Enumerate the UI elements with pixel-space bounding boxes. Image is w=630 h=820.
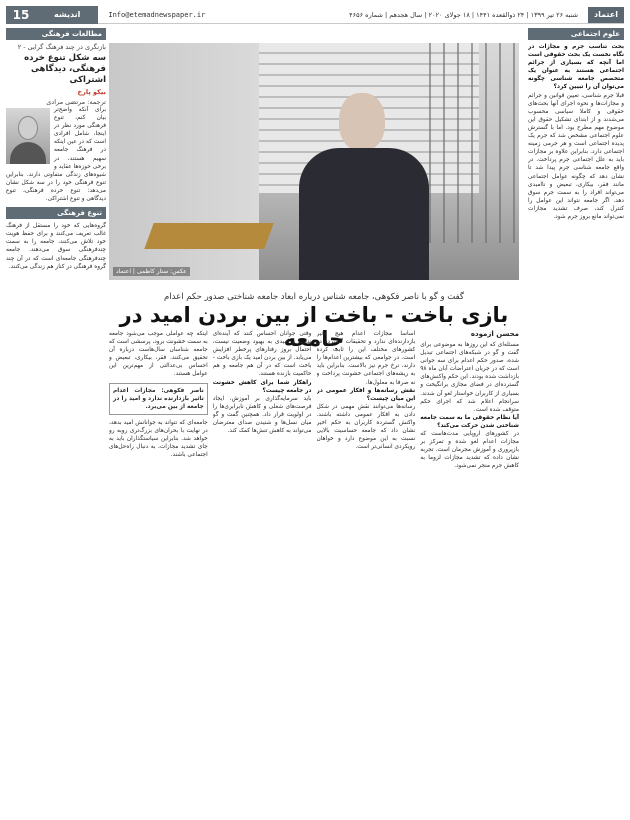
portrait-shoulders xyxy=(10,142,46,164)
left-column xyxy=(6,28,106,814)
col1-question: آیا نظام حقوقی ما به سمت جامعه شناختی شدن حرکت می‌کند؟ xyxy=(420,414,519,429)
col4-text: اینکه چه عواملی موجب می‌شود جامعه به سمت خشونت برود، پرسشی است که جامعه شناسان سال‌هاست درباره آن تحقیق می‌کنند. فقر، بیکاری، تبعیض و احساس بی‌عدالتی از مهم‌ترین این عوامل هستند. xyxy=(109,331,208,378)
col1-text: مسئله‌ای که این روزها به موضوعی برای گفت و گو در شبکه‌های اجتماعی تبدیل شده، صدور حکم اعدام برای سه جوانی است که در جریان اعتراضات آبان ماه ۹۸ بازداشت شده بودند. این حکم واکنش‌های گسترده‌ای در فضای مجازی برانگیخت و بسیاری از کاربران خواستار لغو آن شدند. سرانجام اعلام شد که اجرای حکم متوقف شده است. xyxy=(420,342,519,413)
left-sub-label: تنوع فرهنگی xyxy=(6,207,106,219)
lead-photo xyxy=(109,43,519,280)
left-title: سه شکل تنوع خرده فرهنگی، دیدگاهی اشتراکی xyxy=(24,53,106,85)
issue-line: شنبه ۲۶ تیر ۱۳۹۹ | ۲۴ ذوالقعده ۱۴۴۱ | ۱۸ جولای ۲۰۲۰ | سال هجدهم | شماره ۴۶۵۶ xyxy=(349,10,578,19)
article-column-1 xyxy=(420,330,519,814)
left-column-label: مطالعات فرهنگی xyxy=(6,28,106,40)
masthead xyxy=(6,6,624,24)
left-body: برای آنکه واضح‌تر بیان کنم، تنوع فرهنگی مورد نظر در اینجا، شامل افرادی است که در عین اینکه در فرهنگ جامعه سهیم هستند، در برخی حوزه‌ها عقاید و شیوه‌های زندگی متفاوتی دارند. بنابراین تنوع فرهنگی خود را در سه شکل نشان می‌دهد: تنوع خرده فرهنگی، تنوع دیدگاهی و تنوع اشتراکی. xyxy=(6,107,106,203)
col2-text-b: رسانه‌ها می‌توانند نقش مهمی در شکل دادن به افکار عمومی داشته باشند. واکنش گسترده کاربران به حکم اخیر نشان داد که جامعه حساسیت بالایی نسبت به این موضوع دارد و خواهان رویکردی انسانی‌تر است. xyxy=(316,403,416,451)
article-column-3 xyxy=(213,330,312,814)
photo-railing xyxy=(429,43,519,243)
photo-subject xyxy=(299,93,429,280)
right-column-body: قبلا جرم شناسی، تعیین قوانین و جرائم و مجازات‌ها و نحوه اجرای آنها بحث‌های حقوقی و کاملا سیاسی محسوب می‌شدند و از ابتدای تشکیل حقوق این موضوع مهم مطرح بود. اما با گسترش علوم اجتماعی مشخص شد که جرم یک پدیده اجتماعی است و هر جرمی زمینه اجتماعی دارد. بنابراین علاوه بر مجازات باید به علل اجتماعی جرم پرداخت. در واقع جامعه شناسی جرم پیدا شد تا نشان دهد که چگونه عوامل اجتماعی مانند فقر، بیکاری، تبعیض و ناامیدی می‌تواند افراد را به سمت جرم سوق دهد. اگر جامعه نتواند این عوامل را کنترل کند، صرف تشدید مجازات نمی‌تواند مانع بروز جرم شود. xyxy=(528,92,624,220)
headline-kicker: گفت و گو با ناصر فکوهی، جامعه شناس درباره ابعاد جامعه شناختی صدور حکم اعدام xyxy=(164,292,464,302)
subject-body xyxy=(299,148,429,280)
author-portrait xyxy=(6,108,50,164)
article-column-2 xyxy=(317,330,416,814)
pull-quote: ناصر فکوهی: مجازات اعدام تاثیر بازدارنده ندارد و امید را در جامعه از بین می‌برد. xyxy=(109,383,208,415)
col2-text: اساسا مجازات اعدام هیچ تاثیر بازدارنده‌ای ندارد و تحقیقات گسترده در کشورهای مختلف این را ثابت کرده است. در جوامعی که بیشترین اعدام‌ها را دارند، نرخ جرم نیز بالاست. بنابراین باید به ریشه‌های اجتماعی خشونت پرداخت و نه صرفا به معلول‌ها. xyxy=(316,331,416,386)
col3-text-b: باید سرمایه‌گذاری بر آموزش، ایجاد فرصت‌های شغلی و کاهش نابرابری‌ها را در اولویت قرار داد. همچنین گفت و گو میان نسل‌ها و شنیدن صدای معترضان می‌تواند به کاهش تنش‌ها کمک کند. xyxy=(212,395,312,435)
right-column-label: علوم اجتماعی xyxy=(528,28,624,40)
col3-text: وقتی جوانان احساس کنند که آینده‌ای ندارند و امیدی به بهبود وضعیت نیست، احتمال بروز رفتارهای پرخطر افزایش می‌یابد. از بین بردن امید یک بازی باخت - باخت است که در آن هم جامعه و هم حاکمیت بازنده هستند. xyxy=(212,331,312,378)
article-column-4 xyxy=(109,330,208,814)
section-tag: اندیشه xyxy=(36,6,98,24)
left-author: بیکو پارخ xyxy=(77,88,106,96)
portrait-head xyxy=(18,116,38,140)
page-number: 15 xyxy=(6,6,36,24)
contact-email[interactable]: Info@etemadnewspaper.ir xyxy=(108,10,206,19)
headline: بازی باخت - باخت از بین بردن امید در جامعه xyxy=(119,303,509,351)
article-author: محسن آزموده xyxy=(470,330,519,338)
article-body xyxy=(109,330,519,814)
col1-text-b: در کشورهای اروپایی مدت‌هاست که مجازات اعدام لغو شده و تمرکز بر بازپروری و آموزش مجرمان است. تجربه نشان داده که تشدید مجازات لزوما به کاهش جرم منجر نمی‌شود. xyxy=(420,431,519,470)
right-column-lead: بحث تناسب جرم و مجازات در نگاه نخست یک بحث حقوقی است اما آنچه که بسیاری از جرائم اجتماعی هستند به عنوان یک متخصص جامعه شناسی چگونه می‌توان آن را تبیین کرد؟ xyxy=(528,44,624,91)
photo-credit: عکس: ستار کاظمی | اعتماد xyxy=(113,267,190,276)
left-body-2: گروه‌هایی که خود را مستقل از فرهنگ غالب تعریف می‌کنند و برای حفظ هویت خود تلاش می‌کنند، جامعه را به سمت چندفرهنگی سوق می‌دهند. جامعه چندفرهنگی جامعه‌ای است که در آن چند گروه فرهنگی در کنار هم زندگی می‌کنند. xyxy=(6,223,106,270)
left-kicker: بازنگری در چند فرهنگ گرایی - ۲ xyxy=(17,43,106,51)
right-column xyxy=(528,28,624,814)
photo-desk xyxy=(144,223,273,249)
newspaper-logo: اعتماد xyxy=(588,7,624,23)
col2-question: نقش رسانه‌ها و افکار عمومی در این میان چیست؟ xyxy=(316,387,416,402)
col3-question: راهکار شما برای کاهش خشونت در جامعه چیست؟ xyxy=(212,379,312,394)
left-translator: ترجمه: مرتضی مرادی xyxy=(46,98,106,106)
col4-text-b: جامعه‌ای که نتواند به جوانانش امید بدهد، در نهایت با بحران‌های بزرگ‌تری روبه رو خواهد شد. بنابراین سیاستگذاران باید به جای تشدید مجازات، به دنبال راه‌حل‌های اجتماعی باشند. xyxy=(109,419,208,459)
subject-head xyxy=(339,93,385,151)
